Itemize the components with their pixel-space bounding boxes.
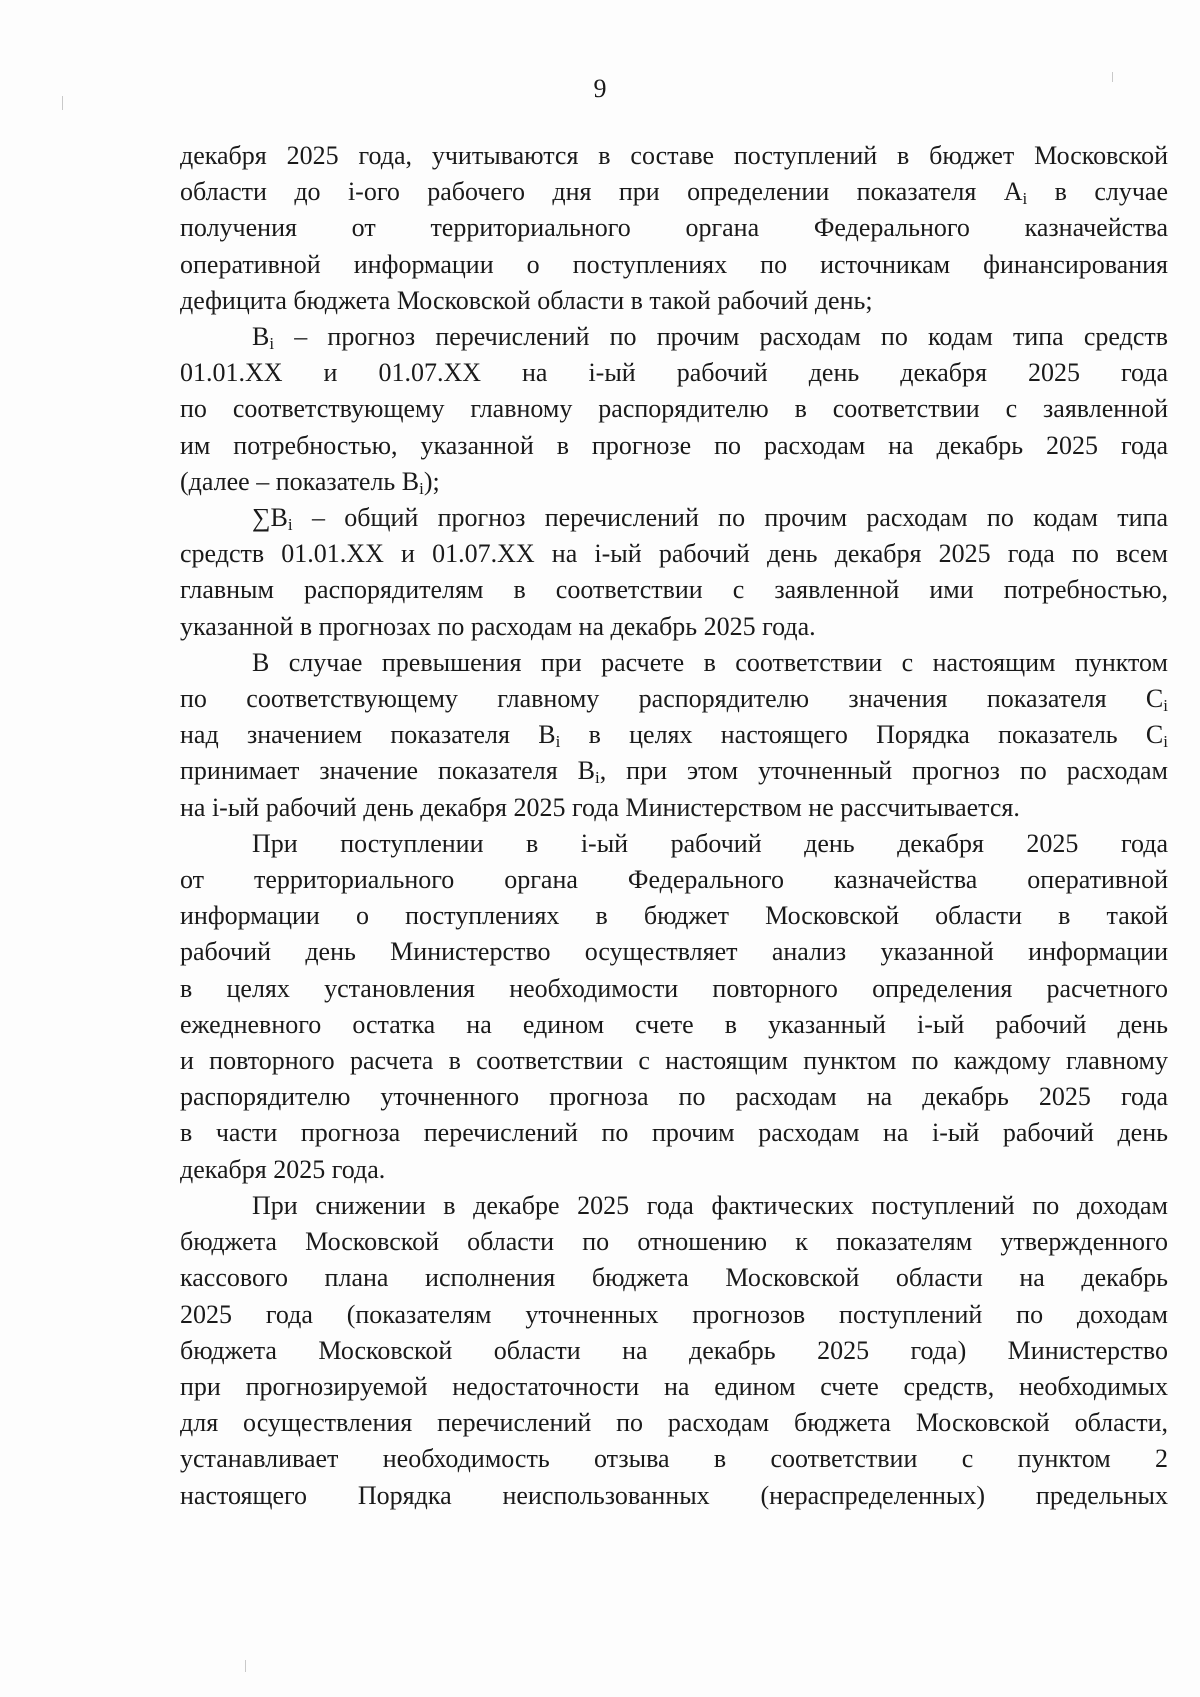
text-line <box>180 971 1168 1007</box>
subscript-index: i <box>287 515 293 535</box>
subscript-index: i <box>594 768 600 788</box>
text-line <box>180 1224 1168 1260</box>
text-line <box>180 1333 1168 1369</box>
text-segment: В случае превышения при расчете в соответствии с настоящим пунктом <box>252 647 1168 677</box>
text-segment: кассового плана исполнения бюджета Московской области на декабрь <box>180 1263 1168 1293</box>
text-segment: принимает значение показателя B <box>180 756 595 786</box>
scan-artifact <box>62 96 63 110</box>
text-line <box>180 862 1168 898</box>
text-line <box>180 1369 1168 1405</box>
text-segment: При поступлении в i-ый рабочий день декабря 2025 года <box>252 828 1168 858</box>
text-segment: – общий прогноз перечислений по прочим расходам по кодам типа <box>292 503 1168 533</box>
text-line <box>180 1007 1168 1043</box>
text-segment: бюджета Московской области по отношению к показателям утвержденного <box>180 1227 1168 1257</box>
text-segment: информации о поступлениях в бюджет Московской области в такой <box>180 901 1168 931</box>
text-segment: средств 01.01.XX и 01.07.XX на i-ый рабочий день декабря 2025 года по всем <box>180 539 1168 569</box>
text-segment: получения от территориального органа Федерального казначейства <box>180 213 1168 243</box>
text-line <box>180 355 1168 391</box>
text-segment: над значением показателя B <box>180 720 556 750</box>
text-line <box>180 934 1168 970</box>
text-segment: в части прогноза перечислений по прочим расходам на i-ый рабочий день <box>180 1118 1168 1148</box>
text-line <box>180 500 1168 536</box>
subscript-index: i <box>419 478 424 498</box>
text-line <box>180 391 1168 427</box>
text-segment: распорядителю уточненного прогноза по расходам на декабрь 2025 года <box>180 1082 1168 1112</box>
text-line <box>180 210 1168 246</box>
text-line <box>180 609 1168 645</box>
text-segment: в случае <box>1027 177 1169 207</box>
text-segment: от территориального органа Федерального казначейства оперативной <box>180 865 1168 895</box>
text-segment: настоящего Порядка неиспользованных (нераспределенных) предельных <box>180 1480 1168 1510</box>
text-segment: , при этом уточненный прогноз по расходам <box>599 756 1168 786</box>
text-line <box>180 283 1168 319</box>
text-segment: При снижении в декабре 2025 года фактических поступлений по доходам <box>252 1190 1168 1220</box>
text-line <box>180 681 1168 717</box>
text-line <box>180 1043 1168 1079</box>
text-line <box>180 428 1168 464</box>
text-line <box>180 1441 1168 1477</box>
text-segment: устанавливает необходимость отзыва в соответствии с пунктом 2 <box>180 1444 1168 1474</box>
text-line <box>180 174 1168 210</box>
text-line <box>180 1405 1168 1441</box>
subscript-index: i <box>269 334 275 354</box>
text-segment: – прогноз перечислений по прочим расходам по кодам типа средств <box>274 322 1168 352</box>
text-segment: рабочий день Министерство осуществляет анализ указанной информации <box>180 937 1168 967</box>
text-line <box>180 1188 1168 1224</box>
text-segment: B <box>252 322 270 352</box>
text-line <box>180 138 1168 174</box>
text-segment: ∑B <box>252 503 288 533</box>
text-line <box>180 319 1168 355</box>
page-number: 9 <box>593 74 607 103</box>
text-line <box>180 1115 1168 1151</box>
text-segment: для осуществления перечислений по расходам бюджета Московской области, <box>180 1408 1168 1438</box>
text-segment: оперативной информации о поступлениях по источникам финансирования <box>180 249 1168 279</box>
text-segment: в целях установления необходимости повторного определения расчетного <box>180 973 1168 1003</box>
text-line <box>180 536 1168 572</box>
text-line <box>180 1260 1168 1296</box>
text-segment: главным распорядителям в соответствии с заявленной ими потребностью, <box>180 575 1168 605</box>
text-segment: в целях настоящего Порядка показатель C <box>560 720 1164 750</box>
text-segment: и повторного расчета в соответствии с настоящим пунктом по каждому главному <box>180 1046 1168 1076</box>
text-segment: декабря 2025 года. <box>180 1154 386 1184</box>
text-segment: указанной в прогнозах по расходам на декабрь 2025 года. <box>180 611 816 641</box>
text-segment: при прогнозируемой недостаточности на едином счете средств, необходимых <box>180 1371 1168 1401</box>
text-line <box>180 753 1168 789</box>
subscript-index: i <box>1163 696 1168 716</box>
text-segment: на i-ый рабочий день декабря 2025 года Министерством не рассчитывается. <box>180 792 1020 822</box>
subscript-index: i <box>1163 732 1168 752</box>
subscript-index: i <box>555 732 561 752</box>
text-segment: декабря 2025 года, учитываются в составе поступлений в бюджет Московской <box>180 141 1168 170</box>
text-line <box>180 1152 1168 1188</box>
text-line <box>180 1297 1168 1333</box>
scan-artifact <box>1112 72 1113 82</box>
text-line <box>180 826 1168 862</box>
text-line <box>180 717 1168 753</box>
text-line <box>180 790 1168 826</box>
text-segment: по соответствующему главному распорядителю в соответствии с заявленной <box>180 394 1168 424</box>
scan-artifact <box>245 1660 246 1672</box>
text-line <box>180 645 1168 681</box>
document-body <box>180 138 1168 1514</box>
subscript-index: i <box>1022 189 1028 209</box>
text-segment: ежедневного остатка на едином счете в указанный i-ый рабочий день <box>180 1009 1168 1039</box>
text-line <box>180 1079 1168 1115</box>
text-segment: бюджета Московской области на декабрь 2025 года) Министерство <box>180 1335 1168 1365</box>
text-segment: ); <box>423 466 440 496</box>
text-line <box>180 1478 1168 1514</box>
text-segment: (далее – показатель B <box>180 466 420 496</box>
text-segment: им потребностью, указанной в прогнозе по расходам на декабрь 2025 года <box>180 430 1168 460</box>
text-line <box>180 247 1168 283</box>
text-segment: дефицита бюджета Московской области в такой рабочий день; <box>180 285 873 315</box>
text-segment: области до i-ого рабочего дня при определении показателя A <box>180 177 1023 207</box>
text-line <box>180 464 1168 500</box>
text-segment: по соответствующему главному распорядителю значения показателя C <box>180 684 1164 714</box>
text-segment: 2025 года (показателям уточненных прогнозов поступлений по доходам <box>180 1299 1168 1329</box>
text-line <box>180 572 1168 608</box>
text-line <box>180 898 1168 934</box>
text-segment: 01.01.XX и 01.07.XX на i-ый рабочий день декабря 2025 года <box>180 358 1168 388</box>
